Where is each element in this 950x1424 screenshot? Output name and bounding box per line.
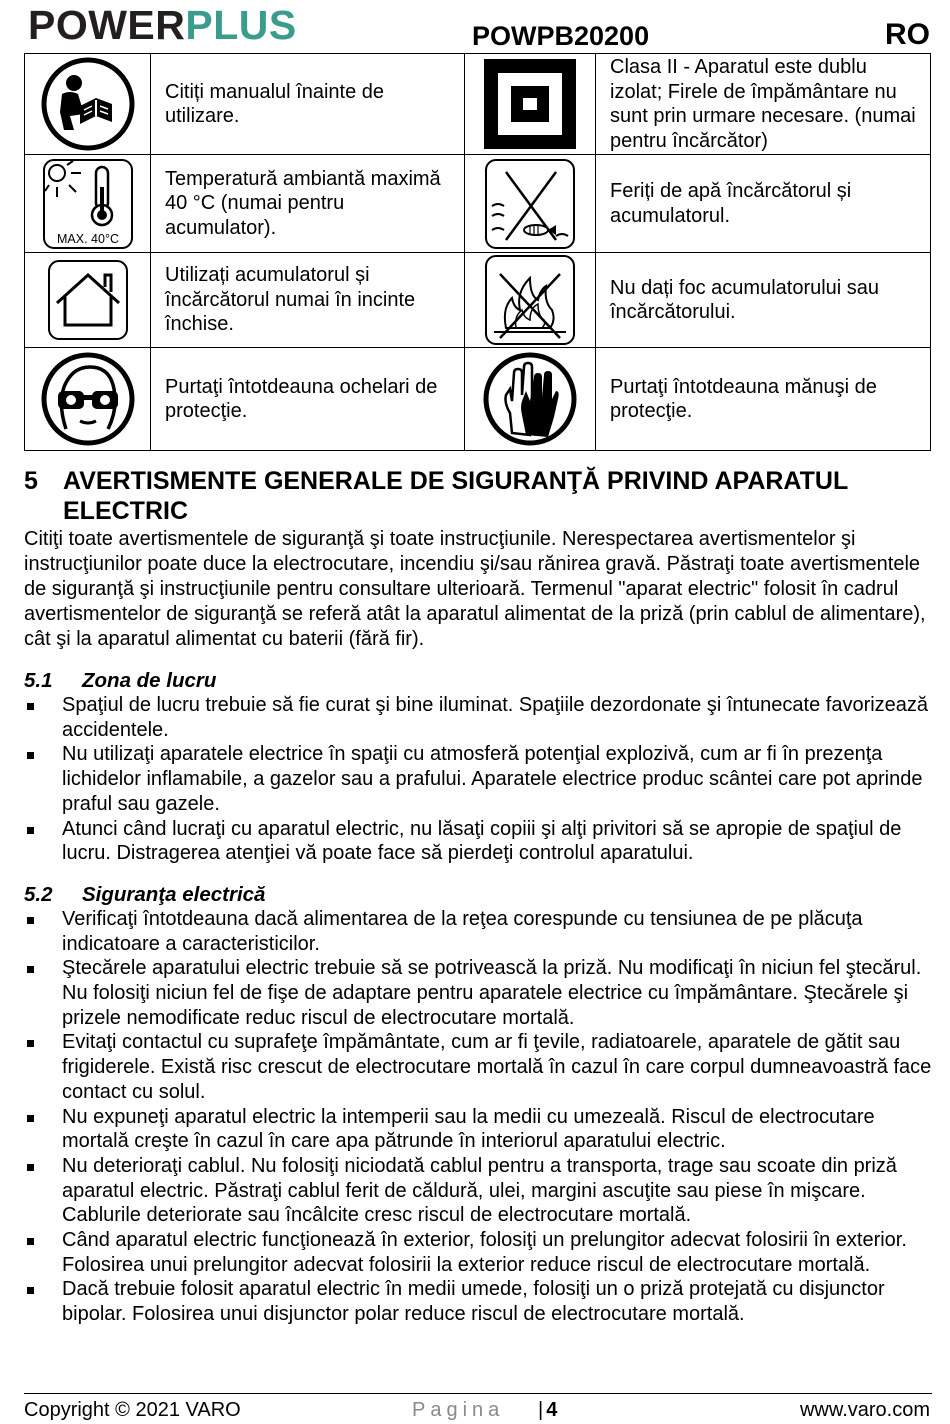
symbols-row bbox=[25, 348, 931, 451]
website-link[interactable]: www.varo.com bbox=[799, 1399, 930, 1421]
copyright: Copyright © 2021 VARO bbox=[24, 1399, 241, 1421]
symbol-description: Purtaţi întotdeauna mănuşi de protecţie. bbox=[596, 348, 931, 451]
list-item: Dacă trebuie folosit aparatul electric în medii umede, folosiţi un o priză protejată cu disjunctor bipolar. Folosirea unui disjunctor polar reduce riscul de electrocutare mortală. bbox=[24, 1277, 932, 1326]
read-manual-icon bbox=[40, 56, 136, 152]
section-intro: Citiţi toate avertismentele de siguranţă şi toate instrucţiunile. Nerespectarea avertismentelor şi instrucţiunilor poate duce la electrocutare, incendiu şi/sau rănirea gravă. Păstraţi toate avertismentele de siguranţă şi instrucţiunile pentru consultare ulterioară. Termenul "aparat electric" folosit în cadrul avertismentelor de siguranţă se referă atât la aparatul alimentat de la priză (prin cablul de alimentare), cât şi la aparatul alimentat cu baterii (fără fir). bbox=[24, 528, 926, 650]
page-header bbox=[24, 0, 932, 52]
list-item: Ştecărele aparatului electric trebuie să se potrivească la priză. Nu modificaţi în niciun fel ştecărul. Nu folosiţi niciun fel de fişe de adaptare pentru aparatele electrice cu împământare. Ştecărele şi prizele nemodificate reduc riscul de electrocutare mortală. bbox=[24, 956, 932, 1030]
symbol-description: Citiți manualul înainte de utilizare. bbox=[151, 54, 465, 155]
list-item: Atunci când lucraţi cu aparatul electric, nu lăsaţi copiii şi alţi privitori să se apropie de spaţiul de lucru. Distragerea atenţiei vă poate face să pierdeţi controlul aparatului. bbox=[24, 817, 932, 866]
symbol-description: Nu dați foc acumulatorului sau încărcătorului. bbox=[596, 253, 931, 348]
list-item: Nu utilizaţi aparatele electrice în spaţii cu atmosferă potenţial explozivă, cum ar fi în prezenţa lichidelor inflamabile, a gazelor sau a prafului. Aparatele electrice produc scântei care pot aprinde praful sau gazele. bbox=[24, 742, 932, 816]
section-heading: 5 AVERTISMENTE GENERALE DE SIGURANŢĂ PRIVIND APARATUL ELECTRIC bbox=[24, 467, 848, 525]
language-code: RO bbox=[885, 18, 930, 51]
bullet-list bbox=[24, 907, 932, 1327]
symbol-cell bbox=[465, 155, 596, 253]
symbol-cell bbox=[465, 253, 596, 348]
symbol-cell bbox=[25, 348, 151, 451]
max-temperature-label: MAX. 40°C bbox=[56, 231, 119, 246]
symbols-table bbox=[24, 53, 931, 451]
list-item: Evitaţi contactul cu suprafeţe împământate, cum ar fi ţevile, radiatoarele, aparatele de gătit sau frigiderele. Există risc crescut de electrocutare mortală în cazul în care corpul dumneavoastră face contact cu solul. bbox=[24, 1030, 932, 1104]
page-label: Pagina bbox=[412, 1399, 505, 1421]
symbol-description: Clasa II - Aparatul este dublu izolat; Firele de împământare nu sunt prin urmare necesare. (numai pentru încărcător) bbox=[596, 54, 931, 155]
brand-logo: POWERPLUS bbox=[28, 2, 297, 48]
main-content bbox=[24, 466, 932, 1327]
symbol-description: Feriți de apă încărcătorul și acumulatorul. bbox=[596, 155, 931, 253]
safety-gloves-icon bbox=[482, 351, 578, 447]
model-number: POWPB20200 bbox=[472, 21, 650, 51]
symbol-description: Purtaţi întotdeauna ochelari de protecţie. bbox=[151, 348, 465, 451]
page-footer bbox=[24, 1393, 932, 1424]
max-temperature-icon bbox=[41, 157, 135, 251]
safety-goggles-icon bbox=[40, 351, 136, 447]
indoor-use-icon bbox=[47, 259, 129, 341]
symbol-description: Temperatură ambiantă maximă 40 °C (numai pentru acumulator). bbox=[151, 155, 465, 253]
subsection-heading: 5.2 Siguranţa electrică bbox=[24, 882, 266, 906]
class-ii-icon bbox=[482, 57, 578, 151]
list-item: Spaţiul de lucru trebuie să fie curat şi bine iluminat. Spaţiile dezordonate şi întunecate favorizează accidentele. bbox=[24, 693, 932, 742]
symbol-cell bbox=[25, 54, 151, 155]
list-item: Verificaţi întotdeauna dacă alimentarea de la reţea corespunde cu tensiunea de pe plăcuţa indicatoare a caracteristicilor. bbox=[24, 907, 932, 956]
page-number: | 4 bbox=[538, 1399, 558, 1421]
symbol-cell bbox=[25, 155, 151, 253]
symbol-description: Utilizați acumulatorul și încărcătorul numai în incinte închise. bbox=[151, 253, 465, 348]
symbol-cell bbox=[25, 253, 151, 348]
subsection-heading: 5.1 Zona de lucru bbox=[24, 669, 217, 692]
no-water-icon bbox=[484, 158, 576, 250]
list-item: Când aparatul electric funcţionează în exterior, folosiţi un prelungitor adecvat folosirii în exterior. Folosirea unui prelungitor adecvat folosirii la exterior reduce riscul de electrocutare mortală. bbox=[24, 1228, 932, 1277]
symbol-cell bbox=[465, 348, 596, 451]
symbols-row bbox=[25, 54, 931, 155]
no-fire-icon bbox=[484, 254, 576, 346]
symbol-cell bbox=[465, 54, 596, 155]
symbols-row bbox=[25, 253, 931, 348]
symbols-row bbox=[25, 155, 931, 253]
bullet-list bbox=[24, 693, 932, 866]
list-item: Nu expuneţi aparatul electric la intemperii sau la medii cu umezeală. Riscul de electrocutare mortală creşte în cazul în care apa pătrunde în interiorul aparatului electric. bbox=[24, 1105, 932, 1154]
list-item: Nu deterioraţi cablul. Nu folosiţi niciodată cablul pentru a transporta, trage sau scoate din priză aparatul electric. Păstraţi cablul ferit de căldură, ulei, margini ascuţite sau piese în mişcare. Cablurile deteriorate sau încâlcite cresc riscul de electrocutare mortală. bbox=[24, 1154, 932, 1228]
